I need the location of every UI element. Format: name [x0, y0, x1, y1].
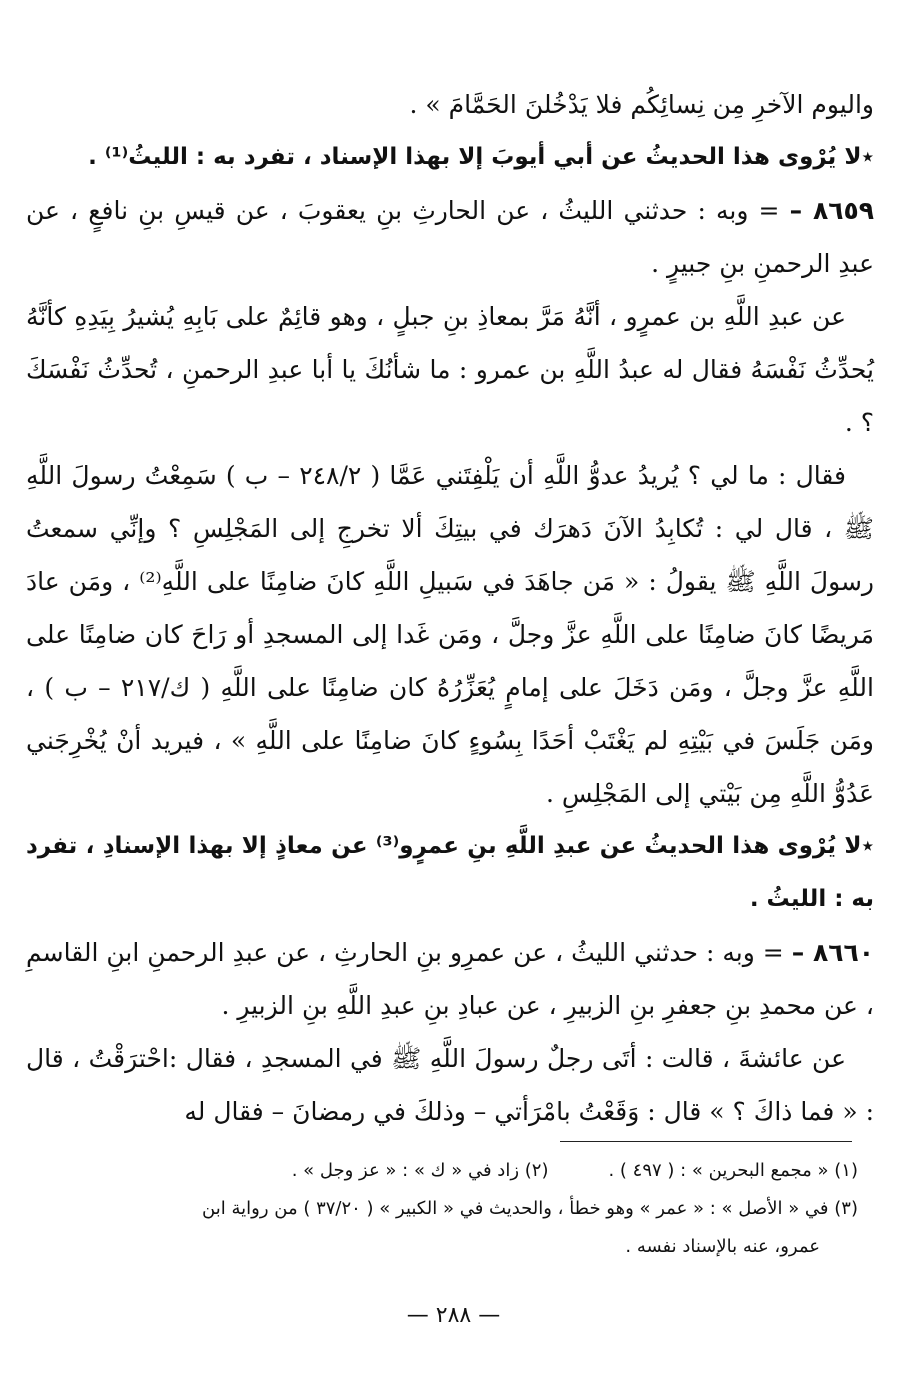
- isnad-note-2: ٭لا يُرْوى هذا الحديثُ عن عبدِ اللَّهِ بنِ عمرٍو⁽³⁾ عن معاذٍ إلا بهذا الإسنادِ ، تفرد به : الليثُ .: [26, 833, 874, 912]
- footnote-3-continuation: عمرو، عنه بالإسناد نفسه .: [625, 1236, 820, 1257]
- page-number: — ٢٨٨ —: [406, 1303, 501, 1328]
- footnote-1: (١) « مجمع البحرين » : ( ٤٩٧ ) .: [608, 1160, 858, 1181]
- hadith-8659-text-1: عن عبدِ اللَّهِ بن عمرٍو ، أنَّهُ مَرَّ بمعاذِ بنِ جبلٍ ، وهو قائِمٌ على بَابِهِ يُشيرُ بِيَدِهِ كأنَّهُ يُحدِّثُ نَفْسَهُ فقال له عبدُ اللَّهِ بن عمرو : ما شأنُكَ يا أبا عبدِ الرحمنِ ، تُحدِّثُ نَفْسَكَ ؟ .: [26, 302, 874, 437]
- isnad-note-1: ٭لا يُرْوى هذا الحديثُ عن أبي أيوبَ إلا بهذا الإسناد ، تفرد به : الليثُ⁽¹⁾ .: [88, 144, 874, 170]
- hadith-8660-text: عن عائشةَ ، قالت : أتَى رجلٌ رسولَ اللَّهِ ﷺ في المسجدِ ، فقال :احْترَقْتُ ، قال : « فما ذاكَ ؟ » قال : وَقَعْتُ بامْرَأتي – وذلكَ في رمضانَ – فقال له: [26, 1044, 874, 1126]
- body-line-1: واليوم الآخرِ مِن نِسائِكُم فلا يَدْخُلنَ الحَمَّامَ » .: [409, 90, 874, 119]
- hadith-8659-chain-paragraph: [26, 184, 874, 290]
- footnote-separator: [560, 1141, 852, 1142]
- footnote-row-1: [26, 1152, 858, 1190]
- hadith-8659-text-2: فقال : ما لي ؟ يُريدُ عدوُّ اللَّهِ أن يَلْفِتَني عَمَّا ( ٢٤٨/٢ – ب ) سَمِعْتُ رسولَ اللَّهِ ﷺ ، قال لي : تُكابِدُ الآنَ دَهرَك في بيتِكَ ألا تخرجِ إلى المَجْلِسِ ؟ وإنِّي سمعتُ رسولَ اللَّهِ ﷺ يقولُ : « مَن جاهَدَ في سَبيلِ اللَّهِ كانَ ضامِنًا على اللَّهِ⁽²⁾ ، ومَن عادَ مَريضًا كانَ ضامِنًا على اللَّهِ عزَّ وجلَّ ، ومَن غَدا إلى المسجدِ أو رَاحَ كان ضامِنًا على اللَّهِ عزَّ وجلَّ ، ومَن دَخَلَ على إمامٍ يُعَزِّرُهُ كان ضامِنًا على اللَّهِ ( ك/٢١٧ – ب ) ، ومَن جَلَسَ في بَيْتِهِ لم يَغْتَبْ أحَدًا بِسُوءٍ كانَ ضامِنًا على اللَّهِ » ، فيريد أنْ يُخْرِجَني عَدُوُّ اللَّهِ مِن بَيْتي إلى المَجْلِسِ .: [26, 461, 874, 808]
- hadith-8659-number: ٨٦٥٩ –: [789, 196, 874, 225]
- page-body: [26, 78, 874, 1138]
- footnote-3: (٣) في « الأصل » : « عمر » وهو خطأ ، والحديث في « الكبير » ( ٣٧/٢٠ ) من رواية ابن: [202, 1198, 858, 1219]
- footnote-2: (٢) زاد في « ك » : « عز وجل » .: [291, 1160, 549, 1181]
- hadith-8660-chain-paragraph: [26, 926, 874, 1032]
- hadith-8659-chain: = وبه : حدثني الليثُ ، عن الحارثِ بنِ يعقوبَ ، عن قيسِ بنِ نافعٍ ، عن عبدِ الرحمنِ بنِ جبيرٍ .: [26, 196, 874, 278]
- hadith-8660-chain: = وبه : حدثني الليثُ ، عن عمرِو بنِ الحارثِ ، عن عبدِ الرحمنِ ابنِ القاسمِ ، عن محمدِ بنِ جعفرِ بنِ الزبيرِ ، عن عبادِ بنِ عبدِ اللَّهِ بنِ الزبيرِ .: [26, 938, 874, 1020]
- footnotes: [26, 1152, 858, 1266]
- hadith-8660-number: ٨٦٦٠ –: [791, 938, 874, 967]
